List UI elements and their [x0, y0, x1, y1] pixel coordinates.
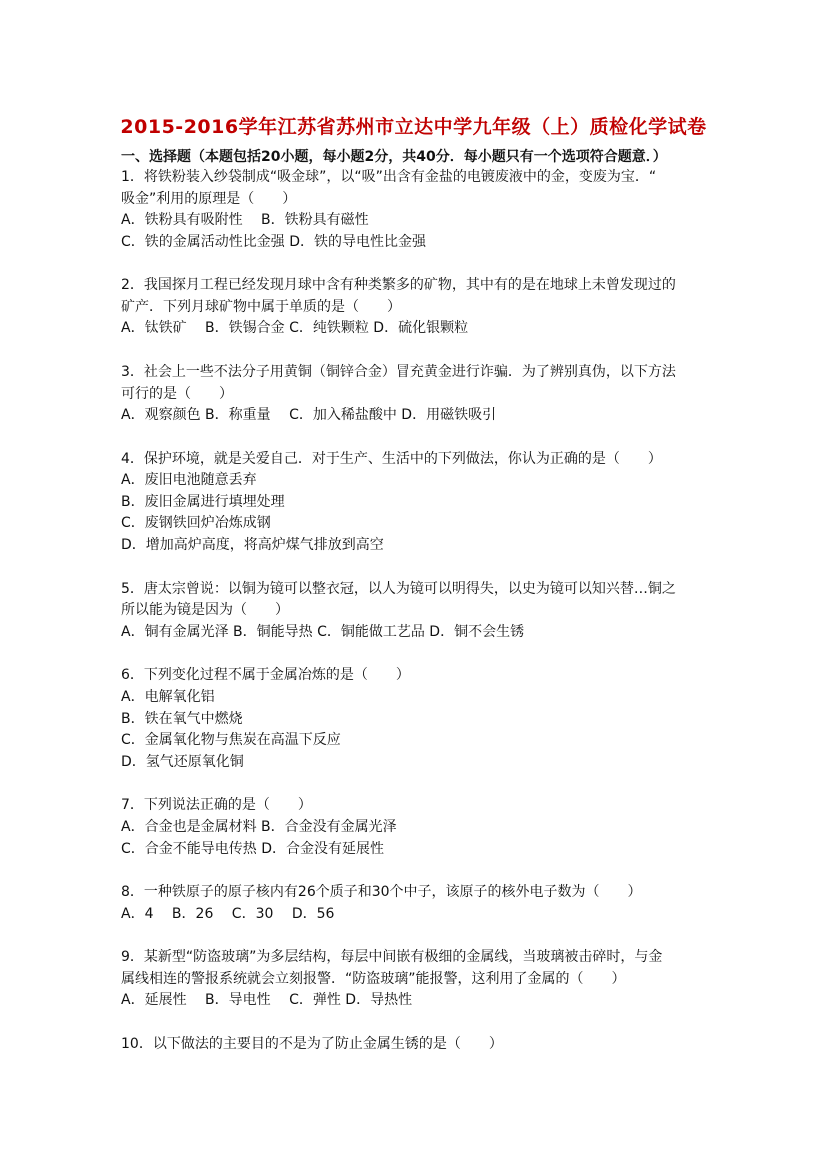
- q9-line1: 9．某新型“防盗玻璃”为多层结构，每层中间嵌有极细的金属线，当玻璃被击碎时，与金: [121, 949, 663, 965]
- q10-line1: 10．以下做法的主要目的不是为了防止金属生锈的是（ ）: [121, 1036, 503, 1052]
- q7-options-cd: C．合金不能导电传热 D．合金没有延展性: [121, 841, 385, 857]
- q2-line2: 矿产．下列月球矿物中属于单质的是（ ）: [121, 299, 401, 315]
- q7-line1: 7．下列说法正确的是（ ）: [121, 797, 312, 813]
- q3-line1: 3．社会上一些不法分子用黄铜（铜锌合金）冒充黄金进行诈骗．为了辨别真伪，以下方法: [121, 364, 676, 380]
- q6-option-d: D．氢气还原氧化铜: [121, 754, 244, 770]
- q5-options: A．铜有金属光泽 B．铜能导热 C．铜能做工艺品 D．铜不会生锈: [121, 624, 525, 640]
- q4-option-b: B．废旧金属进行填埋处理: [121, 494, 285, 510]
- q7-options-ab: A．合金也是金属材料 B．合金没有金属光泽: [121, 819, 397, 835]
- q6-option-c: C．金属氧化物与焦炭在高温下反应: [121, 732, 341, 748]
- q4-option-a: A．废旧电池随意丢弃: [121, 472, 257, 488]
- q8-line1: 8．一种铁原子的原子核内有26个质子和30个中子，该原子的核外电子数为（ ）: [121, 884, 642, 900]
- section-heading: 一、选择题（本题包括20小题，每小题2分，共40分．每小题只有一个选项符合题意．）: [121, 149, 667, 165]
- q2-line1: 2．我国探月工程已经发现月球中含有种类繁多的矿物，其中有的是在地球上未曾发现过的: [121, 277, 676, 293]
- q4-option-d: D．增加高炉高度，将高炉煤气排放到高空: [121, 537, 384, 553]
- q2-options: A．钛铁矿 B．铁锡合金 C．纯铁颗粒 D．硫化银颗粒: [121, 320, 469, 336]
- q9-line2: 属线相连的警报系统就会立刻报警．“防盗玻璃”能报警，这利用了金属的（ ）: [121, 971, 626, 987]
- q9-options: A．延展性 B．导电性 C．弹性 D．导热性: [121, 992, 413, 1008]
- q1-line2: 吸金”利用的原理是（ ）: [121, 191, 297, 207]
- q1-options-cd: C．铁的金属活动性比金强 D．铁的导电性比金强: [121, 234, 427, 250]
- q1-options-ab: A．铁粉具有吸附性 B．铁粉具有磁性: [121, 212, 369, 228]
- q4-line1: 4．保护环境，就是关爱自己．对于生产、生活中的下列做法，你认为正确的是（ ）: [121, 451, 662, 467]
- q8-options: A．4 B．26 C．30 D．56: [121, 906, 335, 922]
- q5-line2: 所以能为镜是因为（ ）: [121, 602, 289, 618]
- q6-line1: 6．下列变化过程不属于金属冶炼的是（ ）: [121, 667, 410, 683]
- q5-line1: 5．唐太宗曾说：以铜为镜可以整衣冠，以人为镜可以明得失，以史为镜可以知兴替…铜之: [121, 581, 676, 597]
- q6-option-b: B．铁在氧气中燃烧: [121, 711, 243, 727]
- q1-line1: 1．将铁粉装入纱袋制成“吸金球”，以“吸”出含有金盐的电镀废液中的金，变废为宝．“: [121, 169, 657, 185]
- q4-option-c: C．废钢铁回炉冶炼成钢: [121, 515, 271, 531]
- q3-options: A．观察颜色 B．称重量 C．加入稀盐酸中 D．用磁铁吸引: [121, 407, 497, 423]
- exam-title: 2015-2016学年江苏省苏州市立达中学九年级（上）质检化学试卷: [120, 116, 707, 138]
- q6-option-a: A．电解氧化铝: [121, 689, 215, 705]
- q3-line2: 可行的是（ ）: [121, 386, 233, 402]
